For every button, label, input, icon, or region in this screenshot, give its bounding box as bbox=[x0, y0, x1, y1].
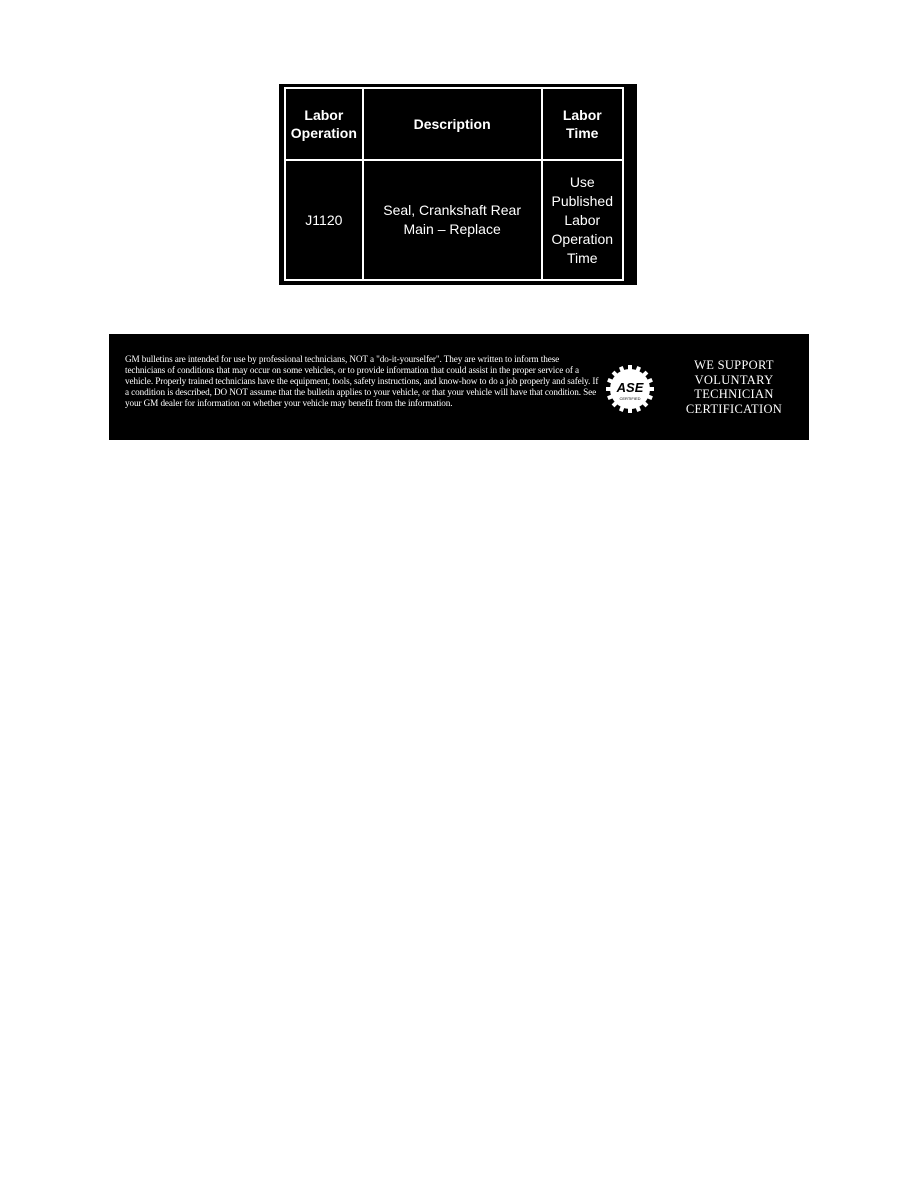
cell-labor-operation: J1120 bbox=[285, 160, 363, 280]
support-line: VOLUNTARY bbox=[694, 372, 774, 387]
header-labor-time: Labor Time bbox=[542, 88, 623, 160]
ase-certified-logo bbox=[605, 364, 655, 414]
ase-logo-text: ASE bbox=[616, 380, 644, 395]
header-labor-operation: Labor Operation bbox=[285, 88, 363, 160]
support-line: TECHNICIAN bbox=[694, 387, 774, 401]
header-description: Description bbox=[363, 88, 542, 160]
cell-description: Seal, Crankshaft Rear Main – Replace bbox=[363, 160, 542, 280]
support-line: CERTIFICATION bbox=[685, 401, 783, 416]
table-row bbox=[285, 160, 623, 280]
disclaimer-text: GM bulletins are intended for use by professional technicians, NOT a "do-it-yourselfer". They are written to inform these technicians of conditions that may occur on some vehicles, or to provide information that could assist in the proper service of a vehicle. Properly trained technicians have the equipment, tools, safety instructions, and know-how to do a job properly and safely. If a condition is described, DO NOT assume that the bulletin applies to your vehicle, or that your vehicle will have that condition. See your GM dealer for information on whether your vehicle may benefit from the information. bbox=[125, 354, 599, 408]
certification-support-text bbox=[664, 358, 804, 416]
labor-table-header-row bbox=[285, 88, 623, 160]
ase-logo-subtext: CERTIFIED bbox=[619, 396, 641, 401]
labor-table-block bbox=[279, 84, 637, 285]
support-line: WE SUPPORT bbox=[694, 358, 774, 372]
cell-labor-time: Use Published Labor Operation Time bbox=[542, 160, 623, 280]
labor-table bbox=[284, 87, 624, 281]
disclaimer-banner bbox=[109, 334, 809, 440]
